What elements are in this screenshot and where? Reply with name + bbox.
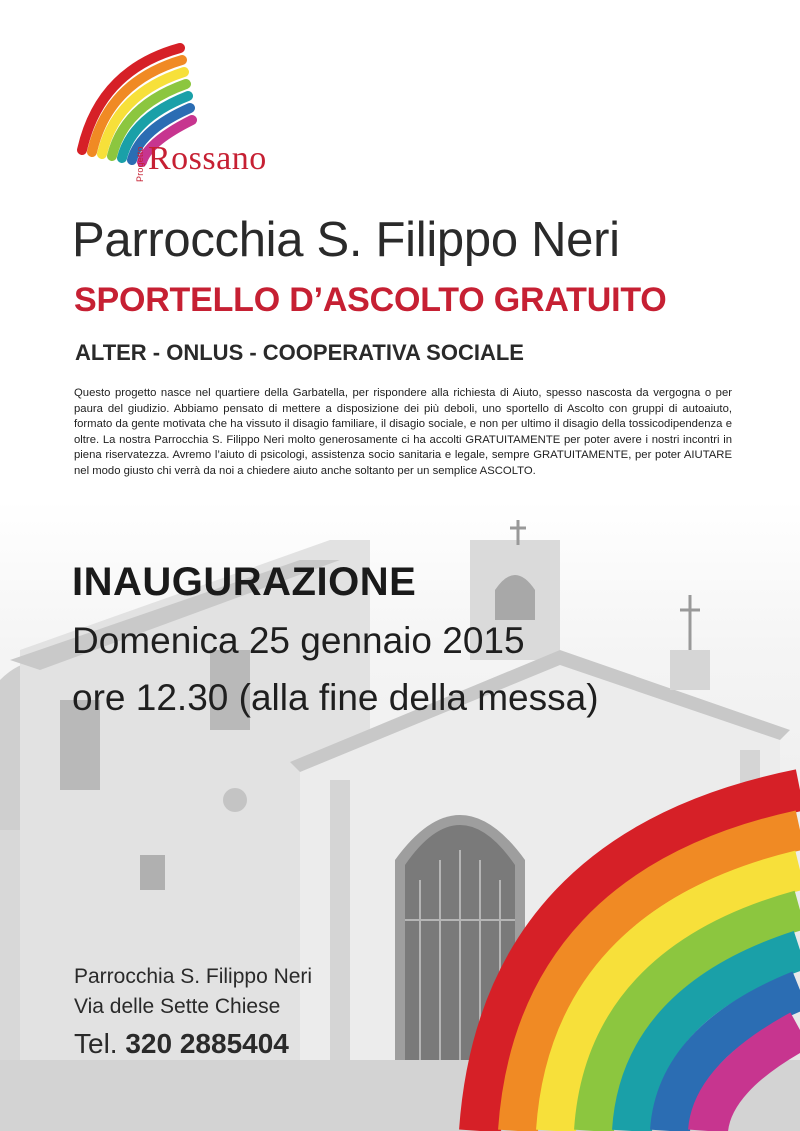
event-heading: INAUGURAZIONE	[72, 560, 417, 604]
organizations-line: ALTER - ONLUS - COOPERATIVA SOCIALE	[75, 340, 524, 365]
logo-small-label: Progetto	[135, 146, 145, 182]
phone-label: Tel.	[74, 1028, 118, 1059]
contact-address: Via delle Sette Chiese	[74, 995, 281, 1018]
contact-block	[74, 962, 312, 1060]
page-title: Parrocchia S. Filippo Neri	[72, 213, 620, 267]
service-subtitle: SPORTELLO D’ASCOLTO GRATUITO	[74, 281, 667, 319]
logo-name: Rossano	[148, 140, 267, 177]
event-time: ore 12.30 (alla fine della messa)	[72, 677, 599, 718]
event-date: Domenica 25 gennaio 2015	[72, 620, 525, 661]
contact-place: Parrocchia S. Filippo Neri	[74, 965, 313, 988]
contact-phone	[74, 1028, 312, 1060]
rainbow-decoration-icon	[440, 760, 800, 1131]
phone-number: 320 2885404	[125, 1028, 289, 1059]
project-description: Questo progetto nasce nel quartiere della Garbatella, per rispondere alla richiesta di Aiuto, spesso nascosta da vergogna o per paura del giudizio. Abbiamo pensato di mettere a disposizione dei più deboli, uno sportello di Ascolto con gruppi di autoaiuto, formato da gente motivata che ha vissuto il disagio familiare, il disagio sociale, e non per ultimo il disagio della tossicodipendenza e oltre. La nostra Parrocchia S. Filippo Neri molto generosamente ci ha accolti GRATUITAMENTE per poter avere i nostri incontri in piena riservatezza. Avremo l’aiuto di psicologi, assistenza socio sanitaria e legale, sempre GRATUITAMENTE, per poter AIUTARE nel modo giusto chi verrà da noi a chiedere aiuto anche soltanto per un semplice ASCOLTO.	[74, 387, 732, 477]
